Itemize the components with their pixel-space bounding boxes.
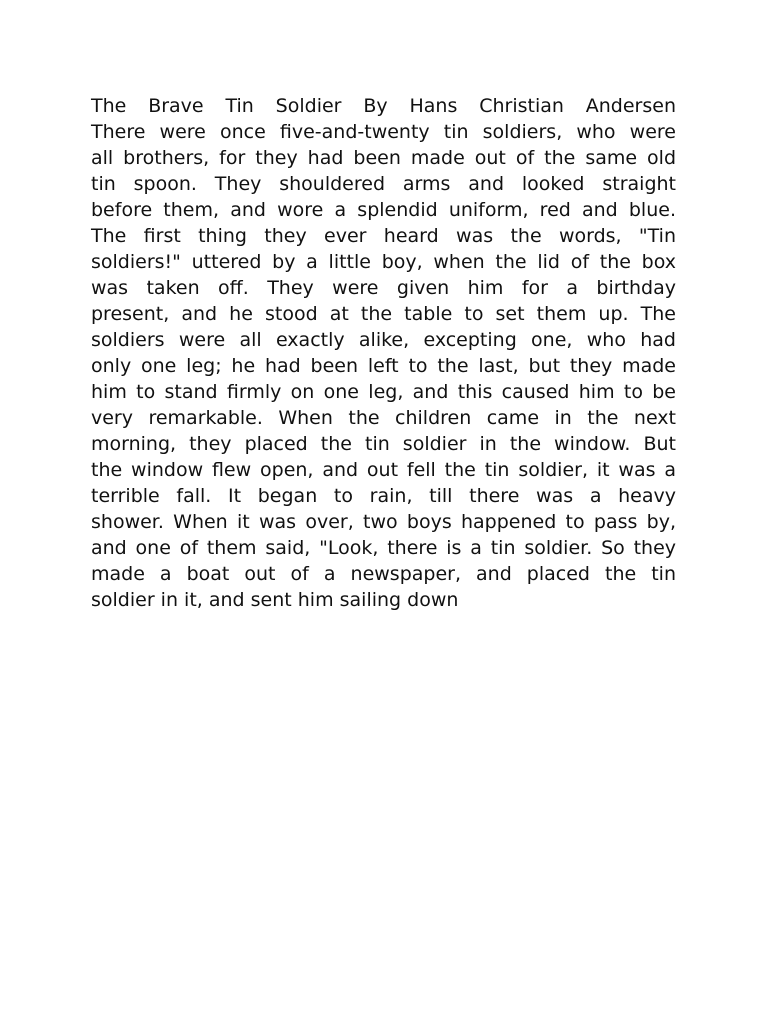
text-line: was taken off. They were given him for a birthday: [91, 277, 676, 299]
title-line: The Brave Tin Soldier By Hans Christian Andersen: [91, 95, 676, 117]
text-line: The first thing they ever heard was the words, "Tin: [91, 225, 676, 247]
text-line: him to stand firmly on one leg, and this caused him to be: [91, 381, 676, 403]
text-line: morning, they placed the tin soldier in the window. But: [91, 433, 676, 455]
text-line: tin spoon. They shouldered arms and looked straight: [91, 173, 676, 195]
text-line: present, and he stood at the table to set them up. The: [91, 303, 676, 325]
text-line: the window flew open, and out fell the tin soldier, it was a: [91, 459, 676, 481]
text-line: shower. When it was over, two boys happened to pass by,: [91, 511, 676, 533]
text-line: very remarkable. When the children came in the next: [91, 407, 676, 429]
story-paragraph: [91, 93, 676, 613]
text-line: soldiers were all exactly alike, excepting one, who had: [91, 329, 676, 351]
text-line: all brothers, for they had been made out of the same old: [91, 147, 676, 169]
text-line: soldier in it, and sent him sailing down: [91, 589, 459, 611]
text-line: before them, and wore a splendid uniform, red and blue.: [91, 199, 676, 221]
text-line: There were once five-and-twenty tin soldiers, who were: [91, 121, 676, 143]
text-line: made a boat out of a newspaper, and placed the tin: [91, 563, 676, 585]
text-line: soldiers!" uttered by a little boy, when the lid of the box: [91, 251, 676, 273]
text-line: terrible fall. It began to rain, till there was a heavy: [91, 485, 676, 507]
text-line: and one of them said, "Look, there is a tin soldier. So they: [91, 537, 676, 559]
text-line: only one leg; he had been left to the last, but they made: [91, 355, 676, 377]
